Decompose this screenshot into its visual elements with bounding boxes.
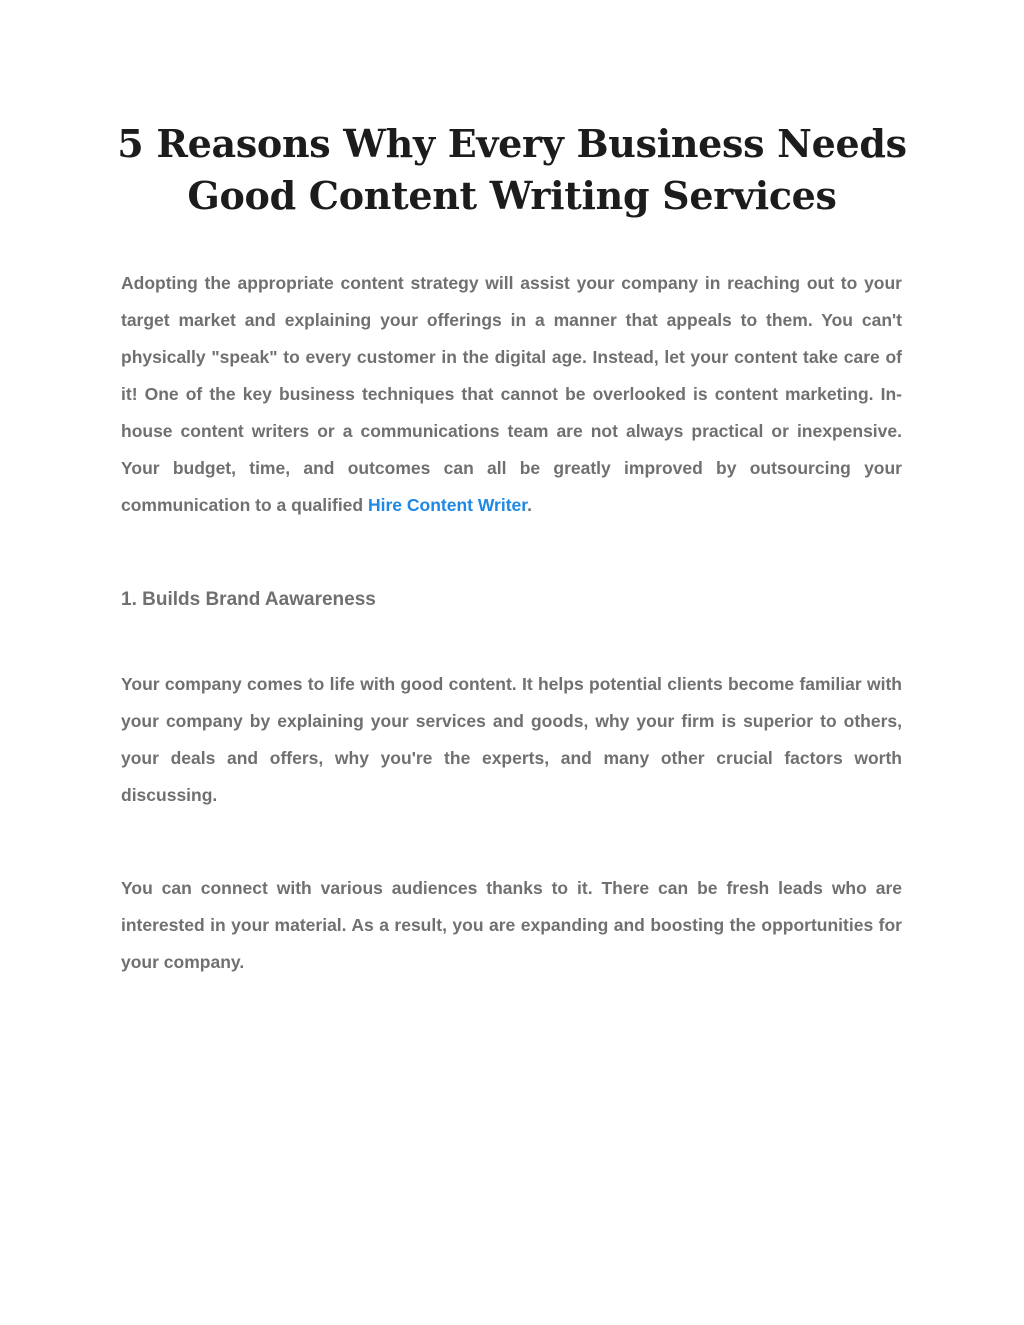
intro-end-punctuation: . xyxy=(527,495,532,515)
hire-content-writer-link[interactable]: Hire Content Writer xyxy=(367,495,528,515)
intro-paragraph xyxy=(121,265,902,524)
intro-text: Adopting the appropriate content strategy will assist your company in reaching out to your target market and explaining your offerings in a manner that appeals to them. You can't physically "speak" to every customer in the digital age. Instead, let your content take care of it! One of the key business techniques that cannot be overlooked is content marketing. In-house content writers or a communications team are not always practical or inexpensive. Your budget, time, and outcomes can all be greatly improved by outsourcing your communication to a qualified xyxy=(121,273,902,515)
section-paragraph-2: You can connect with various audiences thanks to it. There can be fresh leads who are interested in your material. As a result, you are expanding and boosting the opportunities for your company. xyxy=(121,878,902,972)
section-paragraph-1: Your company comes to life with good content. It helps potential clients become familiar with your company by explaining your services and goods, why your firm is superior to others, your deals and offers, why you're the experts, and many other crucial factors worth discussing. xyxy=(121,674,902,805)
page-title: 5 Reasons Why Every Business Needs Good Content Writing Services xyxy=(117,121,907,218)
section-heading-builds-brand-awareness: 1. Builds Brand Aawareness xyxy=(121,589,376,610)
